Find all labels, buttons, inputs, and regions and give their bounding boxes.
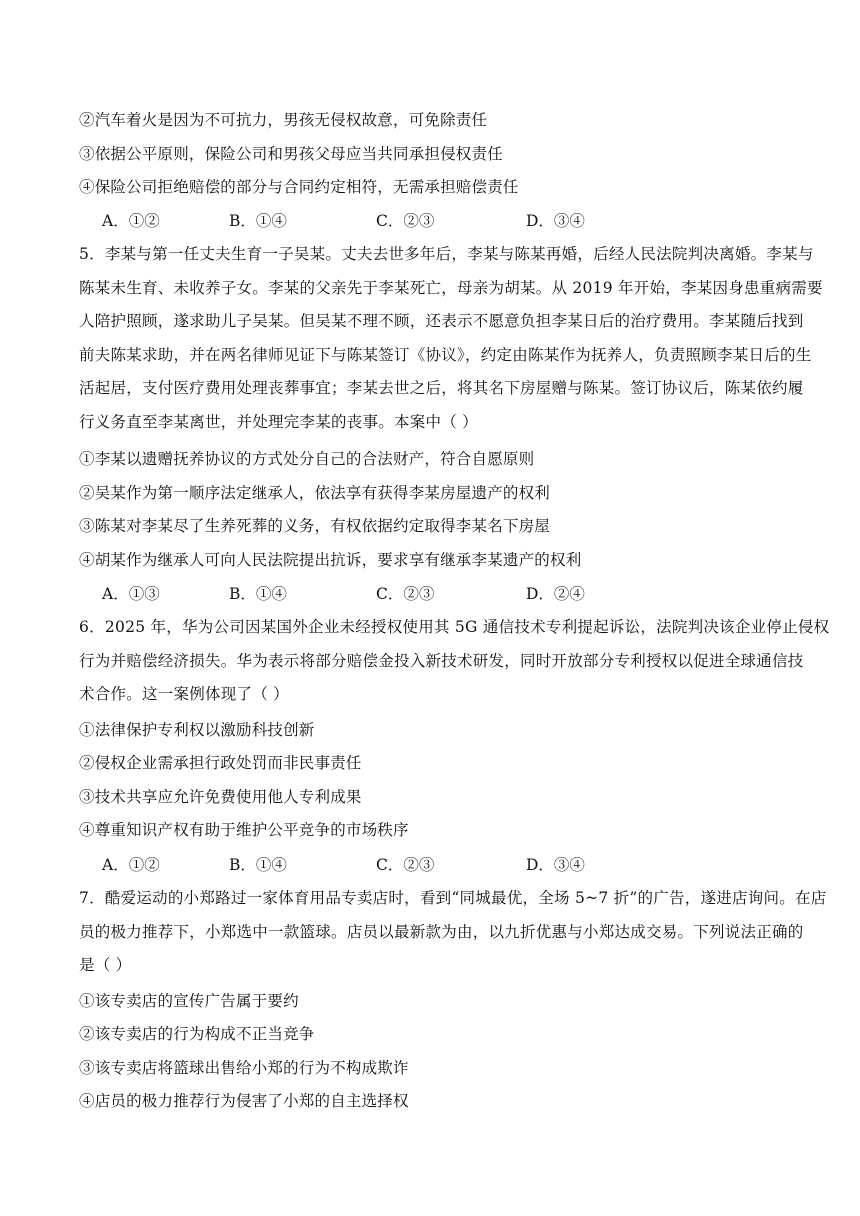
q7-option-1: ①该专卖店的宣传广告属于要约 — [79, 992, 299, 1010]
q5-stem-line: 人陪护照顾，遂求助儿子吴某。但吴某不理不顾，还表示不愿意负担李某日后的治疗费用。李某随后找到 — [79, 312, 804, 331]
q5-choice-c: C．②③ — [376, 585, 435, 603]
q5-option-1: ①李某以遗赠抚养协议的方式处分自己的合法财产，符合自愿原则 — [79, 450, 535, 468]
q4-choice-c: C．②③ — [376, 212, 435, 230]
q6-choice-c: C．②③ — [376, 856, 435, 874]
q6-choice-a: A．①② — [102, 856, 160, 874]
q6-choice-d: D．③④ — [526, 856, 585, 874]
q4-choice-a: A．①② — [102, 212, 160, 230]
q6-option-3: ③技术共享应允许免费使用他人专利成果 — [79, 788, 362, 806]
q7-stem-line: 7．酷爱运动的小郑路过一家体育用品专卖店时，看到“同城最优，全场 5~7 折”的广告，遂进店询问。在店 — [79, 889, 827, 907]
q5-stem-line: 陈某未生育、未收养子女。李某的父亲先于李某死亡，母亲为胡某。从 2019 年开始，李某因身患重病需要 — [79, 278, 823, 297]
q6-option-4: ④尊重知识产权有助于维护公平竞争的市场秩序 — [79, 821, 409, 839]
q6-option-1: ①法律保护专利权以激励科技创新 — [79, 721, 315, 739]
q5-stem-line: 5．李某与第一任丈夫生育一子吴某。丈夫去世多年后，李某与陈某再婚，后经人民法院判决离婚。李某与 — [79, 245, 814, 263]
q5-choice-d: D．②④ — [526, 585, 585, 603]
q5-stem — [79, 238, 823, 440]
q6-stem-line: 术合作。这一案例体现了（ ） — [79, 685, 289, 704]
q7-stem — [79, 882, 827, 983]
q7-stem-line: 员的极力推荐下，小郑选中一款篮球。店员以最新款为由，以九折优惠与小郑达成交易。下列说法正确的 — [79, 922, 804, 941]
q6-choice-b: B．①④ — [229, 856, 287, 874]
q6-stem — [79, 611, 830, 712]
q5-option-3: ③陈某对李某尽了生养死葬的义务，有权依据约定取得李某名下房屋 — [79, 517, 551, 535]
q5-stem-line: 活起居，支付医疗费用处理丧葬事宜；李某去世之后，将其名下房屋赠与陈某。签订协议后，陈某依约履 — [79, 379, 804, 398]
q6-stem-line: 6．2025 年，华为公司因某国外企业未经授权使用其 5G 通信技术专利提起诉讼，法院判决该企业停止侵权 — [79, 618, 830, 636]
q5-choice-a: A．①③ — [102, 585, 160, 603]
q4-choice-b: B．①④ — [229, 212, 287, 230]
q4-option-4: ④保险公司拒绝赔偿的部分与合同约定相符，无需承担赔偿责任 — [79, 178, 519, 196]
q5-stem-line: 行义务直至李某离世，并处理完李某的丧事。本案中（ ） — [79, 412, 478, 431]
q7-option-2: ②该专卖店的行为构成不正当竞争 — [79, 1025, 315, 1043]
q6-option-2: ②侵权企业需承担行政处罚而非民事责任 — [79, 754, 362, 772]
q4-choice-d: D．③④ — [526, 212, 585, 230]
q5-stem-line: 前夫陈某求助，并在两名律师见证下与陈某签订《协议》，约定由陈某作为抚养人，负责照顾李某日后的生 — [79, 345, 812, 364]
q4-option-3: ③依据公平原则，保险公司和男孩父母应当共同承担侵权责任 — [79, 145, 503, 163]
q5-choice-b: B．①④ — [229, 585, 287, 603]
q5-option-2: ②吴某作为第一顺序法定继承人，依法享有获得李某房屋遗产的权利 — [79, 484, 551, 502]
q5-option-4: ④胡某作为继承人可向人民法院提出抗诉，要求享有继承李某遗产的权利 — [79, 551, 582, 569]
q7-option-4: ④店员的极力推荐行为侵害了小郑的自主选择权 — [79, 1092, 409, 1110]
q4-option-2: ②汽车着火是因为不可抗力，男孩无侵权故意，可免除责任 — [79, 111, 488, 129]
q7-stem-line: 是（ ） — [79, 956, 132, 975]
q7-option-3: ③该专卖店将篮球出售给小郑的行为不构成欺诈 — [79, 1059, 409, 1077]
q6-stem-line: 行为并赔偿经济损失。华为表示将部分赔偿金投入新技术研发，同时开放部分专利授权以促进全球通信技 — [79, 651, 804, 670]
